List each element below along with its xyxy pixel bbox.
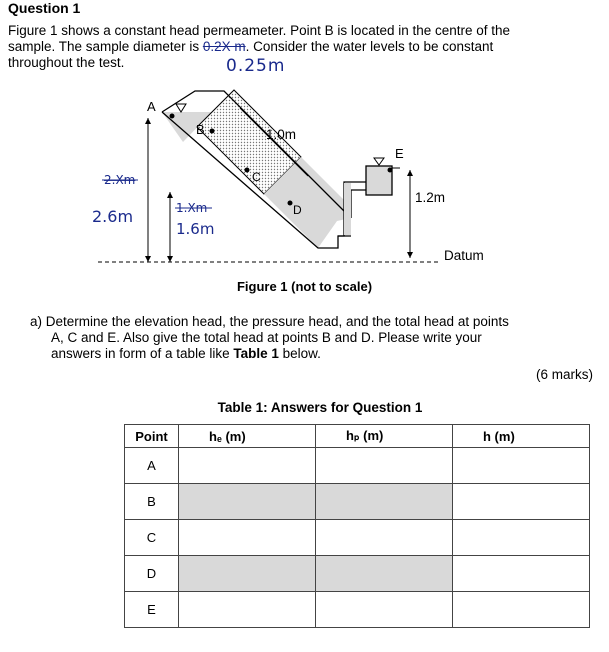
row-point-d: D [125, 556, 179, 592]
cell-c-h[interactable] [453, 520, 590, 556]
left-arrow-bottom-icon [145, 256, 151, 262]
outlet-water [344, 183, 351, 235]
cell-b-he [179, 484, 316, 520]
label-a: A [147, 99, 156, 114]
table-title: Table 1: Answers for Question 1 [217, 400, 423, 415]
label-b: B [196, 122, 205, 137]
handwritten-left-height: 2.6m [92, 207, 134, 226]
label-c: C [252, 170, 261, 184]
outlet-water-level-icon [374, 158, 384, 165]
table-row [125, 556, 590, 592]
cell-a-h[interactable] [453, 448, 590, 484]
cell-d-hp [316, 556, 453, 592]
part-a [30, 314, 509, 362]
question-line-3: throughout the test. [8, 55, 125, 70]
part-a-line-1 [30, 314, 509, 330]
label-d: D [293, 203, 302, 217]
label-datum: Datum [444, 248, 484, 263]
struck-mid-height: 1.Xm [176, 201, 208, 215]
figure-caption: Figure 1 (not to scale) [236, 279, 373, 294]
table-row [125, 520, 590, 556]
cell-a-hp[interactable] [316, 448, 453, 484]
header-elevation-head: hₑ (m) [179, 425, 316, 448]
point-c-dot [245, 168, 250, 173]
header-pressure-head: hₚ (m) [316, 425, 453, 448]
table-row [125, 448, 590, 484]
handwritten-diameter: 0.25m [226, 56, 286, 76]
label-e: E [395, 146, 404, 161]
cell-d-he [179, 556, 316, 592]
outlet-pipe-inner [351, 190, 366, 218]
handwritten-mid-height: 1.6m [176, 220, 215, 238]
header-point: Point [125, 425, 179, 448]
part-a-table-ref: Table 1 [233, 346, 279, 361]
struck-left-height: 2.Xm [104, 173, 136, 187]
cell-e-h[interactable] [453, 592, 590, 628]
table-row [125, 592, 590, 628]
right-arrow-bottom-icon [407, 252, 413, 258]
mid-arrow-top-icon [167, 192, 173, 198]
point-a-dot [170, 114, 175, 119]
permeameter-figure [0, 85, 609, 275]
question-line-2 [8, 39, 493, 55]
point-b-dot [210, 129, 215, 134]
cell-c-hp[interactable] [316, 520, 453, 556]
struck-diameter: 0.2X m [202, 39, 246, 54]
question-line-2-end: . Consider the water levels to be constant [245, 39, 494, 54]
label-right-height: 1.2m [415, 190, 446, 205]
question-title: Question 1 [8, 0, 81, 16]
cell-b-hp [316, 484, 453, 520]
part-a-text-1: Determine the elevation head, the pressure head, and the total head at points [45, 314, 509, 329]
row-point-e: E [125, 592, 179, 628]
table-row [125, 484, 590, 520]
question-line-1: Figure 1 shows a constant head permeameter. Point B is located in the centre of the [8, 23, 511, 38]
cell-e-hp[interactable] [316, 592, 453, 628]
right-arrow-top-icon [407, 170, 413, 176]
row-point-c: C [125, 520, 179, 556]
part-a-label: a) [30, 314, 43, 329]
part-a-line-3 [30, 346, 509, 362]
part-a-text-3-end: below. [278, 346, 321, 361]
row-point-b: B [125, 484, 179, 520]
answers-table [124, 424, 590, 628]
part-a-line-2: A, C and E. Also give the total head at points B and D. Please write your [51, 330, 482, 345]
point-d-dot [288, 201, 293, 206]
cell-e-he[interactable] [179, 592, 316, 628]
header-total-head: h (m) [453, 425, 590, 448]
marks-label: (6 marks) [536, 367, 593, 382]
cell-d-h[interactable] [453, 556, 590, 592]
part-a-text-3-start: answers in form of a table like [51, 346, 234, 361]
table-header-row [125, 425, 590, 448]
point-e-dot [388, 168, 393, 173]
cell-b-h[interactable] [453, 484, 590, 520]
label-length: 1.0m [266, 127, 297, 142]
mid-arrow-bottom-icon [167, 256, 173, 262]
cell-a-he[interactable] [179, 448, 316, 484]
row-point-a: A [125, 448, 179, 484]
question-line-2-start: sample. The sample diameter is [8, 39, 203, 54]
left-arrow-top-icon [145, 118, 151, 124]
inlet-water-level-icon [176, 104, 186, 112]
cell-c-he[interactable] [179, 520, 316, 556]
